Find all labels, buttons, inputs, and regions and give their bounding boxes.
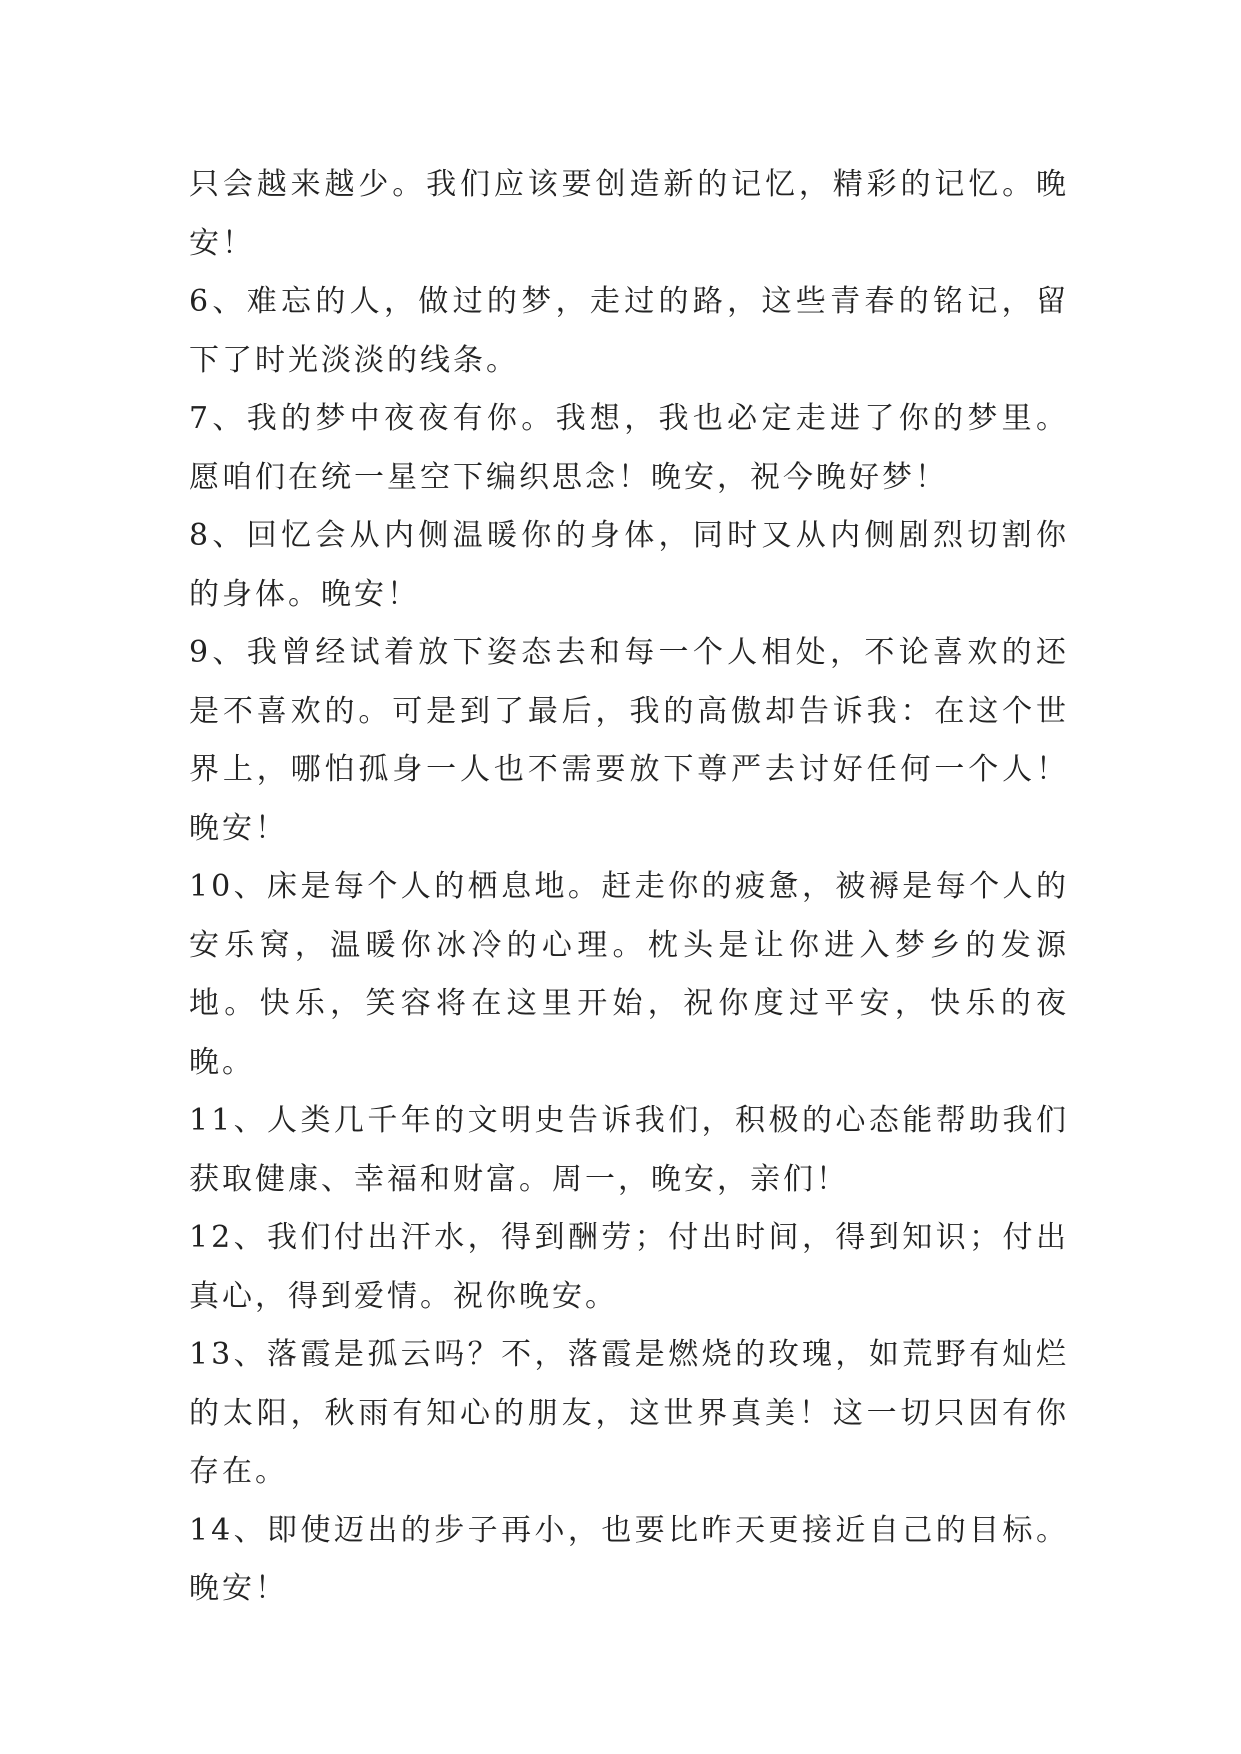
paragraph-9: 9、我曾经试着放下姿态去和每一个人相处，不论喜欢的还是不喜欢的。可是到了最后，我的高傲却告诉我：在这个世界上，哪怕孤身一人也不需要放下尊严去讨好任何一个人！晚安！ (189, 635, 1069, 846)
paragraph-7: 7、我的梦中夜夜有你。我想，我也必定走进了你的梦里。愿咱们在统一星空下编织思念！晚安，祝今晚好梦！ (189, 401, 1069, 495)
paragraph-10: 10、床是每个人的栖息地。赶走你的疲惫，被褥是每个人的安乐窝，温暖你冰冷的心理。枕头是让你进入梦乡的发源地。快乐，笑容将在这里开始，祝你度过平安，快乐的夜晚。 (189, 869, 1069, 1080)
paragraph-13: 13、落霞是孤云吗？不，落霞是燃烧的玫瑰，如荒野有灿烂的太阳，秋雨有知心的朋友，这世界真美！这一切只因有你存在。 (189, 1337, 1069, 1489)
paragraph-12: 12、我们付出汗水，得到酬劳；付出时间，得到知识；付出真心，得到爱情。祝你晚安。 (189, 1220, 1069, 1314)
paragraph-6: 6、难忘的人，做过的梦，走过的路，这些青春的铭记，留下了时光淡淡的线条。 (189, 284, 1069, 378)
body-text (189, 156, 1069, 1619)
paragraph-11: 11、人类几千年的文明史告诉我们，积极的心态能帮助我们获取健康、幸福和财富。周一，晚安，亲们！ (189, 1103, 1069, 1197)
paragraph-14: 14、即使迈出的步子再小，也要比昨天更接近自己的目标。晚安！ (189, 1512, 1069, 1606)
paragraph-8: 8、回忆会从内侧温暖你的身体，同时又从内侧剧烈切割你的身体。晚安！ (189, 518, 1069, 612)
paragraph-continued: 只会越来越少。我们应该要创造新的记忆，精彩的记忆。晚安！ (189, 167, 1069, 261)
